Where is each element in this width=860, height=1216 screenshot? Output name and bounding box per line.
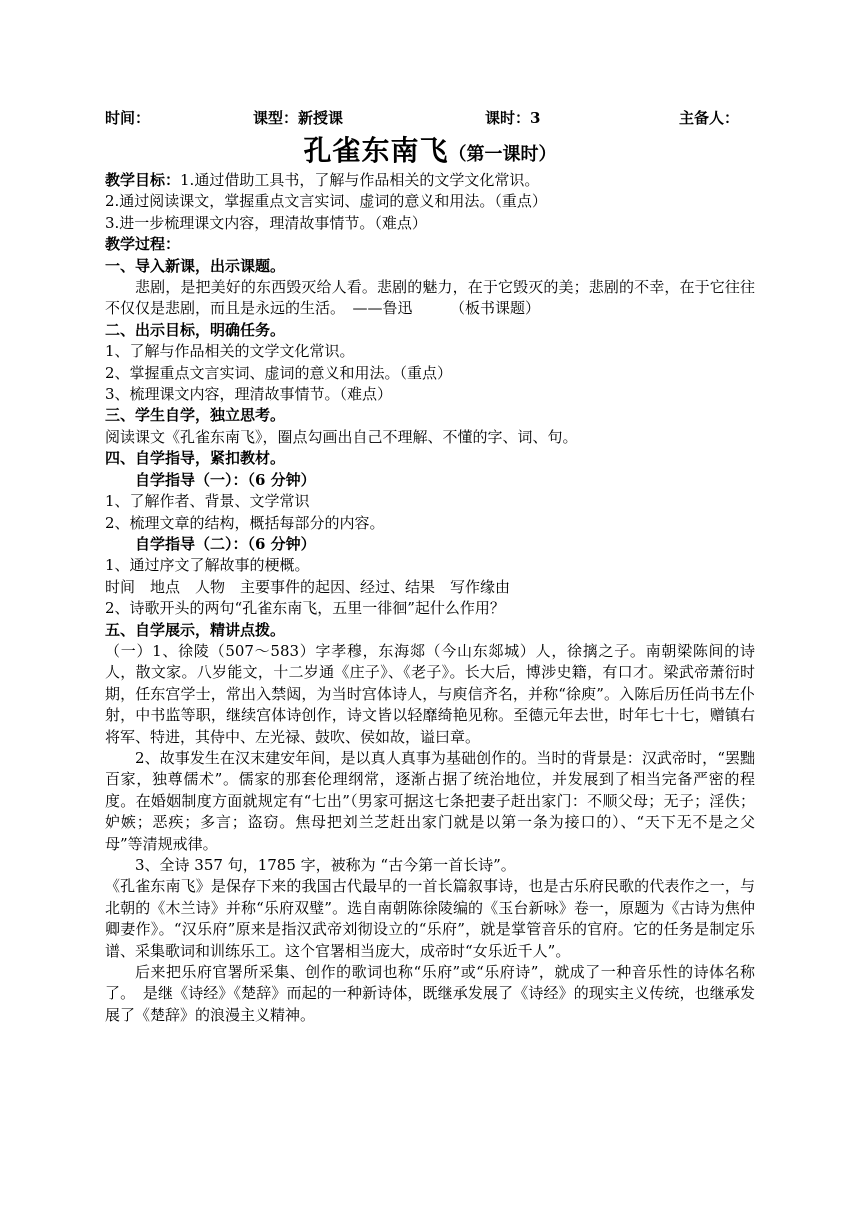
section-1-heading: 一、导入新课，出示课题。 bbox=[105, 256, 286, 275]
guide-1-item-2: 2、梳理文章的结构，概括每部分的内容。 bbox=[105, 513, 385, 532]
time-label: 时间： bbox=[105, 109, 151, 127]
self-study-guide-2: 自学指导（二）：（6 分钟） bbox=[135, 534, 316, 553]
guide-1-item-1: 1、了解作者、背景、文学常识 bbox=[105, 492, 310, 511]
goal-item-3: 3.进一步梳理课文内容，理清故事情节。（难点） bbox=[105, 213, 427, 232]
section-2-item-2: 2、掌握重点文言实词、虚词的意义和用法。（重点） bbox=[105, 363, 453, 382]
title-sub: （第一课时） bbox=[448, 144, 557, 165]
section-5-paragraph-4: 《孔雀东南飞》是保存下来的我国古代最早的一首长篇叙事诗，也是古乐府民歌的代表作之一，与北朝的《木兰诗》并称“乐府双璧”。选自南朝陈徐陵编的《玉台新咏》卷一，原题为《古诗为焦仲卿妻作》。“汉乐府”原来是指汉武帝刘彻设立的“乐府”，就是掌管音乐的官府。它的任务是制定乐谱、采集歌词和训练乐工。这个官署相当庞大，成帝时“女乐近千人”。 bbox=[105, 877, 755, 960]
lesson-hours-label: 课时：3 bbox=[485, 109, 541, 127]
lesson-type-label: 课型：新授课 bbox=[253, 109, 344, 127]
goals-label: 教学目标： bbox=[105, 171, 181, 189]
section-5-heading: 五、自学展示，精讲点拨。 bbox=[105, 620, 286, 639]
guide-2-item-2: 2、诗歌开头的两句“孔雀东南飞，五里一徘徊”起什么作用？ bbox=[105, 599, 505, 618]
section-1-quote: 悲剧，是把美好的东西毁灭给人看。悲剧的魅力，在于它毁灭的美；悲剧的不幸，在于它往往不仅仅是悲剧，而且是永远的生活。 ——鲁迅 （板书课题） bbox=[105, 278, 755, 318]
section-3-text: 阅读课文《孔雀东南飞》，圈点勾画出自己不理解、不懂的字、词、句。 bbox=[105, 427, 578, 446]
section-5-paragraph-5: 后来把乐府官署所采集、创作的歌词也称“乐府”或“乐府诗”，就成了一种音乐性的诗体名称了。 是继《诗经》《楚辞》而起的一种新诗体，既继承发展了《诗经》的现实主义传统，也继承发展了《楚辞》的浪漫主义精神。 bbox=[105, 963, 755, 1024]
section-5-paragraph-2: 2、故事发生在汉末建安年间，是以真人真事为基础创作的。当时的背景是：汉武帝时，“罢黜百家，独尊儒术”。儒家的那套伦理纲常，逐渐占据了统治地位，并发展到了相当完备严密的程度。在婚姻制度方面就规定有“七出”（男家可据这七条把妻子赶出家门：不顺父母；无子；淫佚；妒嫉；恶疾；多言；盗窃。焦母把刘兰芝赶出家门就是以第一条为接口的）、“天下无不是之父母”等清规戒律。 bbox=[105, 748, 755, 853]
header-meta-row bbox=[105, 108, 755, 132]
section-2-item-3: 3、梳理课文内容，理清故事情节。（难点） bbox=[105, 385, 393, 404]
document-body bbox=[105, 108, 755, 1026]
guide-2-item-1: 1、通过序文了解故事的梗概。 bbox=[105, 556, 310, 575]
self-study-guide-1: 自学指导（一）：（6 分钟） bbox=[135, 470, 316, 489]
guide-2-elements-line: 时间 地点 人物 主要事件的起因、经过、结果 写作缘由 bbox=[105, 577, 511, 596]
goal-item-1: 1.通过借助工具书，了解与作品相关的文学文化常识。 bbox=[180, 171, 540, 189]
section-5-paragraph-1: （一）1、徐陵（507～583）字孝穆，东海郯（今山东郯城）人，徐摛之子。南朝梁陈间的诗人，散文家。八岁能文，十二岁通《庄子》、《老子》。长大后，博涉史籍，有口才。梁武帝萧衍时期，任东宫学士，常出入禁闼，为当时宫体诗人，与庾信齐名，并称“徐庾”。入陈后历任尚书左仆射，中书监等职，继续宫体诗创作，诗文皆以轻靡绮艳见称。至德元年去世，时年七十七，赠镇右将军、特进，其侍中、左光禄、鼓吹、侯如故，谥曰章。 bbox=[105, 641, 755, 746]
section-5-paragraph-3: 3、全诗 357 句，1785 字，被称为 “古今第一首长诗”。 bbox=[135, 856, 516, 874]
section-4-heading: 四、自学指导，紧扣教材。 bbox=[105, 449, 286, 468]
section-2-item-1: 1、了解与作品相关的文学文化常识。 bbox=[105, 342, 355, 361]
page-title bbox=[105, 134, 755, 168]
section-3-heading: 三、学生自学，独立思考。 bbox=[105, 406, 286, 425]
title-main: 孔雀东南飞 bbox=[303, 134, 449, 167]
goal-item-2: 2.通过阅读课文，掌握重点文言实词、虚词的意义和用法。（重点） bbox=[105, 192, 547, 211]
goals-line-1 bbox=[105, 170, 755, 191]
preparer-label: 主备人： bbox=[679, 109, 740, 127]
section-2-heading: 二、出示目标，明确任务。 bbox=[105, 320, 286, 339]
process-label: 教学过程： bbox=[105, 235, 181, 254]
